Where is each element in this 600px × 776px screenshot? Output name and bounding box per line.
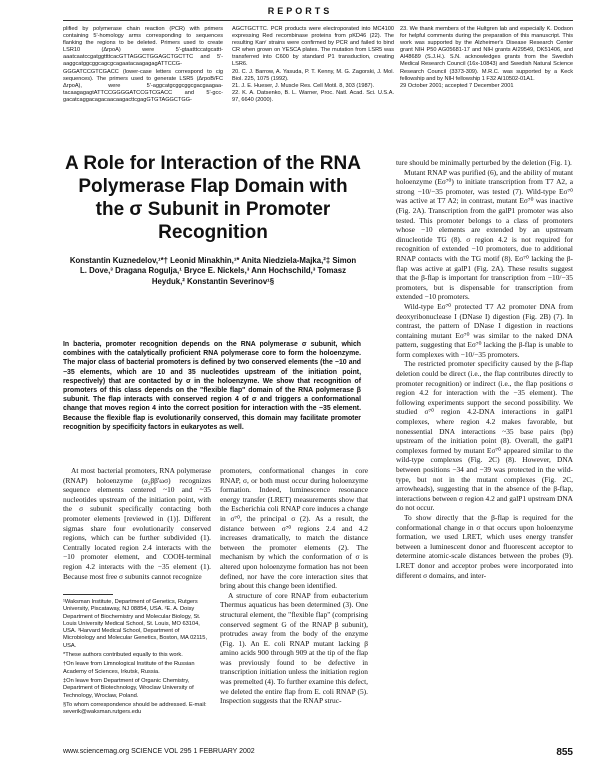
refs-methods-text: plified by polymerase chain reaction (PCR) with primers containing 5'-homology arms corresponding to sequences flanking the regions to be deleted. Primers used to create LSR10 (ΔrpoA) were 5'-gtaatttccatgcattt-aaatcaatccgatggttttcacGTTAGGCTGGAGCTGCTTC and 5'-aaggcatggcggcagcgcagaatacaagagagATTCCG-GGGATCCGTCGACC (lower-case letters correspond to cig sequences). The primers used to generate LSR5 (ΔrpoB/FC ΔrpoA), were 5'-aggcatgcggcggcgacgaagaa-tacaagagagtATTCCGGGGATCCGTCGACC and 5'-gcc-gacatcaggacagacaacaagacttcgagGTGTAGGCTGG-	[63, 26, 223, 103]
refs-col-2	[232, 26, 394, 104]
footnote-rule	[63, 594, 113, 595]
header-rule	[63, 20, 573, 21]
body-paragraph: ture should be minimally perturbed by the deletion (Fig. 1).	[396, 158, 572, 167]
article-title: A Role for Interaction of the RNA Polymerase Flap Domain with the σ Subunit in Promoter Recognition	[65, 153, 361, 243]
body-paragraph: The restricted promoter specificity caused by the β-flap deletion could be direct (i.e., the flap contributes directly to promoter recognition) or indirect (i.e., the flap positions σ region 4.2 for interaction with the −35 element). The following experiments support the second possibility. We studied σ⁷⁰ region 4.2-DNA interactions in galP1 complexes, where region 4.2 makes favorable, but nonessential DNA interactions ~35 base pairs (bp) upstream of the initiation point (8). Overall, the galP1 complexes formed by mutant Eσ⁷⁰ appeared similar to the wild-type complexes (Fig. 2C) (8). However, DNA between positions −34 and −39 was protected in the wild-type, but not in the mutant complexes (Fig. 2C, arrowheads), suggesting that in the absence of the β-flap, interactions between σ region 4.2 and galP1 upstream DNA do not occur.	[396, 359, 573, 513]
body-paragraph: promoters, conformational changes in core RNAP, σ, or both must occur during holoenzyme formation. Indeed, luminescence resonance energy transfer (LRET) measurements show that the Escherichia coli RNAP core induces a change in σ⁷⁰, the principal σ (2). As a result, the distance between σ⁷⁰ regions 2.4 and 4.2 increases dramatically, to match the distance between the promoter elements (2). The mechanism by which the conformation of σ is altered upon holoenzyme formation has not been defined, nor have the core interaction sites that bring about this change been identified.	[220, 466, 368, 591]
refs-col-1	[63, 26, 223, 104]
body-paragraph: To show directly that the β-flap is required for the conformational change in σ that occurs upon holoenzyme formation, we used LRET, which uses energy transfer between a luminescent donor and fluorescent acceptor to determine atomic-scale distances between the probes (9). LRET donor and acceptor probes were incorporated into different σ domains, and inter-	[396, 512, 573, 580]
reference-item: 21. J. E. Hueser, J. Muscle Res. Cell Motil. 8, 303 (1987).	[232, 82, 375, 89]
section-header: REPORTS	[267, 6, 333, 16]
reference-item: 20. C. J. Barrow, A. Yasuda, P. T. Kenny, M. G. Zagorski, J. Mol. Biol. 225, 1075 (1992).	[232, 68, 394, 82]
article-authors: Konstantin Kuznedelov,¹*† Leonid Minakhin,¹* Anita Niedziela-Majka,²‡ Simon L. Dove,³ Dragana Rogulja,¹ Bryce E. Nickels,³ Ann Hochschild,³ Tomasz Heyduk,² Konstantin Severinov¹§	[69, 256, 357, 286]
page-number: 855	[556, 747, 573, 758]
page-footer	[63, 747, 573, 758]
body-col-2	[220, 466, 368, 706]
body-paragraph: At most bacterial promoters, RNA polymerase (RNAP) holoenzyme (α₂ββ'ωσ) recognizes sequence elements centered ~10 and ~35 nucleotides upstream of the initiation point, with the σ subunit specifically contacting both promoter elements [reviewed in (1)]. Different sigmas share four evolutionarily conserved regions, which can be further subdivided (1). Centrally located region 2.4 interacts with the −10 promoter element, and COOH-terminal region 4.2 interacts with the −35 element (1). Because most free σ subunits cannot recognize	[63, 466, 211, 581]
footnote: §To whom correspondence should be addressed. E-mail: severik@waksman.rutgers.edu	[63, 701, 207, 716]
article-abstract: In bacteria, promoter recognition depends on the RNA polymerase σ subunit, which combines with the catalytically proficient RNA polymerase core to form the holoenzyme. The major class of bacterial promoters is defined by two conserved elements (the −10 and −35 elements, which are 10 and 35 nucleotides upstream of the initiation point, respectively) that are contacted by σ in the holoenzyme. We show that recognition of promoters of this class depends on the "flexible flap" domain of the RNA polymerase β subunit. The flap interacts with conserved region 4 of σ and triggers a conformational change that moves region 4 into the correct position for interaction with the −35 element. Because the flexible flap is evolutionarily conserved, this domain may facilitate promoter recognition by specificity factors in eukaryotes as well.	[63, 341, 361, 431]
body-paragraph: Wild-type Eσ⁷⁰ protected T7 A2 promoter DNA from deoxyribonuclease I (DNase I) digestion (Fig. 2B) (7). In contrast, the pattern of DNase I digestion in reactions containing mutant Eσ⁷⁰ was similar to the naked DNA pattern, suggesting that Eσ⁷⁰ lacking the β-flap is unable to form complexes with −10/−35 promoters.	[396, 301, 573, 359]
acknowledgements: 23. We thank members of the Hultgren lab and especially K. Dodson for helpful comments during the preparation of this manuscript. This work was supported by the Alzheimer's Disease Research Center grant NIH P50 AG05681-17 and NIH grants AI29549, DK51406, and AI48689 (S.J.H.). S.N. acknowledges grants from the Swedish Medical Research Council (16x-10843) and Swedish Natural Science Research Council (3373-309). M.R.C. was supported by a Keck fellowship and by NIH fellowship 1 F32 AI10502-01A1.	[400, 26, 573, 82]
reference-item: 22. K. A. Datsenko, B. L. Warner, Proc. Natl. Acad. Sci. U.S.A. 97, 6640 (2000).	[232, 89, 394, 103]
body-paragraph: Mutant RNAP was purified (6), and the ability of mutant holoenzyme (Eσ⁷⁰) to initiate transcription from T7 A2, a strong −10/−35 promoter, was tested (7). Wild-type Eσ⁷⁰ was active at T7 A2; in contrast, mutant Eσ⁷⁰ was inactive (Fig. 2A). Transcription from the galP1 promoter was also tested. This promoter belongs to a class of promoters whose −10 elements are extended by an upstream dinucleotide TG (8). σ region 4.2 is not required for recognition of extended −10 promoters, due to additional RNAP contacts with the TG motif (8). Eσ⁷⁰ lacking the β-flap was active at galP1 (Fig. 2A). These results suggest that the β-flap is important for transcription from −10/−35 promoters, but is dispensable for transcription from extended −10 promoters.	[396, 167, 573, 302]
refs-methods-continued: AGCTGCTTC. PCR products were electroporated into MC4100 expressing Red recombinase proteins from pKD46 (22). The resulting Kanʳ strains were confirmed by PCR and failed to bind CR when grown on YESCA plates. The mutation from LSR5 was transferred into C600 by standard P1 transduction, creating LSR6.	[232, 26, 394, 68]
journal-citation: www.sciencemag.org SCIENCE VOL 295 1 FEBRUARY 2002	[63, 748, 255, 755]
refs-col-3	[400, 26, 573, 90]
footnote: ‡On leave from Department of Organic Chemistry, Department of Biotechnology, Wroclaw University of Technology, Wroclaw, Poland.	[63, 677, 194, 699]
body-paragraph: A structure of core RNAP from eubacterium Thermus aquaticus has been determined (3). One structural element, the "flexible flap" (comprising conserved segment G of the RNAP β subunit), protrudes away from the body of the enzyme (Fig. 1). An E. coli RNAP mutant lacking β amino acids 900 through 909 at the tip of the flap was previously found to be defective in transcription initiation unless the initiation region was premelted (4). To further examine this defect, we deleted the entire flap from E. coli RNAP (5). Inspection suggests that the RNAP struc-	[220, 590, 368, 706]
footnote: ¹Waksman Institute, Department of Genetics, Rutgers University, Piscataway, NJ 08854, USA. ²E. A. Doisy Department of Biochemistry and Molecular Biology, St. Louis University Medical School, St. Louis, MO 63104, USA. ³Harvard Medical School, Department of Microbiology and Molecular Genetics, Boston, MA 02115, USA.	[63, 599, 208, 649]
body-col-3	[396, 158, 573, 580]
body-col-1	[63, 466, 211, 581]
footnote: †On leave from Limnological Institute of the Russian Academy of Sciences, Irkutsk, Russia.	[63, 661, 195, 675]
received-date: 29 October 2001; accepted 7 December 2001	[400, 82, 514, 89]
footnote: *These authors contributed equally to this work.	[63, 652, 183, 659]
footnotes	[63, 599, 211, 718]
